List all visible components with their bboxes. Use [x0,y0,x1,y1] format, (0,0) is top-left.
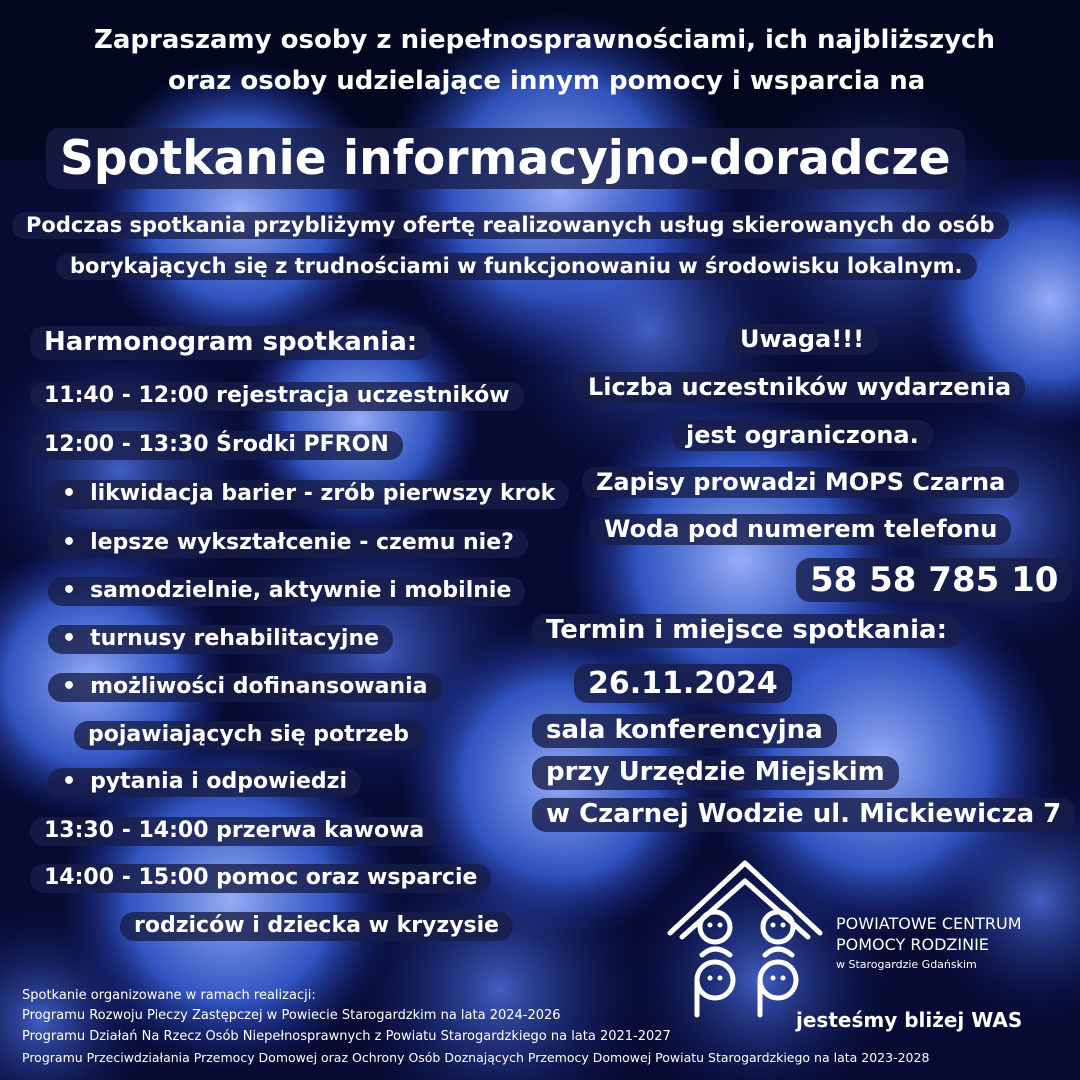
schedule-bullet: • likwidacja barier - zrób pierwszy krok [48,480,569,509]
schedule-heading: Harmonogram spotkania: [30,326,431,360]
notice-line-2: jest ograniczona. [672,420,933,451]
invite-line-2: oraz osoby udzielające innym pomocy i wsparcia na [168,66,926,96]
slogan: jesteśmy bliżej WAS [796,1008,1023,1032]
logo-text-line-1: POWIATOWE CENTRUM [836,914,1022,933]
schedule-bullet: • samodzielnie, aktywnie i mobilnie [48,577,525,606]
pcpr-house-logo-icon [660,855,830,1025]
footer-program-3: Programu Przeciwdziałania Przemocy Domowej oraz Ochrony Osób Doznających Przemocy Domowej Powiatu Starogardzkiego na lata 2023-2028 [22,1050,930,1065]
schedule-item-coffee-break: 13:30 - 14:00 przerwa kawowa [30,817,438,846]
schedule-item-pfron: 12:00 - 13:30 Środki PFRON [30,431,403,460]
schedule-item-registration: 11:40 - 12:00 rejestracja uczestników [30,382,524,411]
schedule-bullet: • turnusy rehabilitacyjne [48,625,393,654]
logo-text-line-3: w Starogardzie Gdańskim [836,958,977,971]
venue-line-2: przy Urzędzie Miejskim [532,756,899,790]
schedule-bullet: • lepsze wykształcenie - czemu nie? [48,529,528,558]
notice-line-3: Zapisy prowadzi MOPS Czarna [582,467,1019,498]
schedule-item-support-cont: rodziców i dziecka w kryzysie [120,912,513,941]
footer-program-1: Programu Rozwoju Pieczy Zastępczej w Powiecie Starogardzkim na lata 2024-2026 [22,1008,561,1023]
notice-line-1: Liczba uczestników wydarzenia [574,372,1025,403]
schedule-bullet: • możliwości dofinansowania [48,673,442,702]
schedule-bullet-continuation: pojawiających się potrzeb [74,721,423,750]
footer-intro: Spotkanie organizowane w ramach realizacji: [22,988,316,1003]
notice-heading: Uwaga!!! [726,324,878,355]
lead-line-2: borykających się z trudnościami w funkcjonowaniu w środowisku lokalnym. [56,253,977,280]
invite-line-1: Zapraszamy osoby z niepełnosprawnościami, ich najbliższych [94,25,995,55]
venue-heading: Termin i miejsce spotkania: [532,614,961,648]
lead-line-1: Podczas spotkania przybliżymy ofertę realizowanych usług skierowanych do osób [12,212,1009,239]
venue-line-3: w Czarnej Wodzie ul. Mickiewicza 7 [532,798,1075,832]
footer-program-2: Programu Działań Na Rzecz Osób Niepełnosprawnych z Powiatu Starogardzkiego na lata 2021-2027 [22,1029,671,1044]
page-title: Spotkanie informacyjno-doradcze [46,128,965,189]
notice-line-4: Woda pod numerem telefonu [590,514,1011,545]
logo-text-line-2: POMOCY RODZINIE [836,935,989,954]
schedule-item-support: 14:00 - 15:00 pomoc oraz wsparcie [30,864,491,893]
event-date: 26.11.2024 [574,664,792,703]
venue-line-1: sala konferencyjna [532,714,837,748]
phone-number: 58 58 785 10 [796,558,1072,602]
schedule-bullet: • pytania i odpowiedzi [48,768,361,797]
